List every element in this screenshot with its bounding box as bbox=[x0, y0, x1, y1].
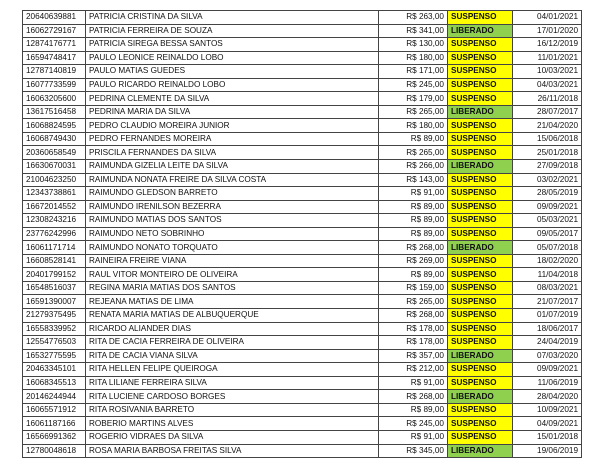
name-cell: ROBERIO MARTINS ALVES bbox=[86, 417, 379, 431]
table-row bbox=[23, 363, 582, 377]
name-cell: RAIMUNDA GIZELIA LEITE DA SILVA bbox=[86, 160, 379, 174]
value-cell: R$ 245,00 bbox=[379, 417, 448, 431]
table-row bbox=[23, 241, 582, 255]
date-cell: 04/03/2021 bbox=[513, 78, 582, 92]
status-cell: SUSPENSO bbox=[448, 146, 513, 160]
value-cell: R$ 268,00 bbox=[379, 390, 448, 404]
table-row bbox=[23, 38, 582, 52]
name-cell: RITA ROSIVANIA BARRETO bbox=[86, 403, 379, 417]
id-cell: 23776242996 bbox=[23, 227, 86, 241]
date-cell: 21/07/2017 bbox=[513, 295, 582, 309]
name-cell: RITA DE CACIA VIANA SILVA bbox=[86, 349, 379, 363]
status-cell: LIBERADO bbox=[448, 241, 513, 255]
value-cell: R$ 341,00 bbox=[379, 24, 448, 38]
status-cell: SUSPENSO bbox=[448, 254, 513, 268]
value-cell: R$ 265,00 bbox=[379, 295, 448, 309]
value-cell: R$ 130,00 bbox=[379, 38, 448, 52]
id-cell: 12787140819 bbox=[23, 65, 86, 79]
status-cell: SUSPENSO bbox=[448, 281, 513, 295]
table-row bbox=[23, 173, 582, 187]
date-cell: 09/09/2021 bbox=[513, 363, 582, 377]
name-cell: RITA DE CACIA FERREIRA DE OLIVEIRA bbox=[86, 336, 379, 350]
status-cell: SUSPENSO bbox=[448, 295, 513, 309]
id-cell: 12780048618 bbox=[23, 444, 86, 458]
table-row bbox=[23, 24, 582, 38]
name-cell: ROGERIO VIDRAES DA SILVA bbox=[86, 430, 379, 444]
value-cell: R$ 89,00 bbox=[379, 200, 448, 214]
table-row bbox=[23, 200, 582, 214]
id-cell: 16594748417 bbox=[23, 51, 86, 65]
id-cell: 16068824595 bbox=[23, 119, 86, 133]
status-cell: SUSPENSO bbox=[448, 11, 513, 25]
status-cell: SUSPENSO bbox=[448, 200, 513, 214]
status-cell: SUSPENSO bbox=[448, 336, 513, 350]
status-cell: SUSPENSO bbox=[448, 268, 513, 282]
status-cell: SUSPENSO bbox=[448, 214, 513, 228]
name-cell: RAINEIRA FREIRE VIANA bbox=[86, 254, 379, 268]
table-row bbox=[23, 160, 582, 174]
id-cell: 20360658549 bbox=[23, 146, 86, 160]
id-cell: 16077733599 bbox=[23, 78, 86, 92]
table-row bbox=[23, 119, 582, 133]
name-cell: PATRICIA FERREIRA DE SOUZA bbox=[86, 24, 379, 38]
id-cell: 16548516037 bbox=[23, 281, 86, 295]
date-cell: 11/01/2021 bbox=[513, 51, 582, 65]
value-cell: R$ 178,00 bbox=[379, 322, 448, 336]
value-cell: R$ 212,00 bbox=[379, 363, 448, 377]
date-cell: 28/07/2017 bbox=[513, 105, 582, 119]
status-cell: SUSPENSO bbox=[448, 376, 513, 390]
name-cell: PEDRINA CLEMENTE DA SILVA bbox=[86, 92, 379, 106]
table-row bbox=[23, 187, 582, 201]
date-cell: 04/09/2021 bbox=[513, 417, 582, 431]
table-row bbox=[23, 214, 582, 228]
name-cell: RAUL VITOR MONTEIRO DE OLIVEIRA bbox=[86, 268, 379, 282]
value-cell: R$ 265,00 bbox=[379, 146, 448, 160]
id-cell: 12554776503 bbox=[23, 336, 86, 350]
table-row bbox=[23, 11, 582, 25]
date-cell: 07/03/2020 bbox=[513, 349, 582, 363]
id-cell: 16062729167 bbox=[23, 24, 86, 38]
table-row bbox=[23, 309, 582, 323]
name-cell: PATRICIA SIREGA BESSA SANTOS bbox=[86, 38, 379, 52]
date-cell: 24/04/2019 bbox=[513, 336, 582, 350]
table-row bbox=[23, 146, 582, 160]
value-cell: R$ 89,00 bbox=[379, 268, 448, 282]
date-cell: 16/12/2019 bbox=[513, 38, 582, 52]
id-cell: 13617516458 bbox=[23, 105, 86, 119]
name-cell: PAULO LEONICE REINALDO LOBO bbox=[86, 51, 379, 65]
id-cell: 16591390007 bbox=[23, 295, 86, 309]
date-cell: 25/01/2018 bbox=[513, 146, 582, 160]
value-cell: R$ 91,00 bbox=[379, 430, 448, 444]
status-cell: SUSPENSO bbox=[448, 309, 513, 323]
date-cell: 18/02/2020 bbox=[513, 254, 582, 268]
value-cell: R$ 266,00 bbox=[379, 160, 448, 174]
name-cell: PEDRINA MARIA DA SILVA bbox=[86, 105, 379, 119]
table-row bbox=[23, 132, 582, 146]
value-cell: R$ 179,00 bbox=[379, 92, 448, 106]
status-cell: SUSPENSO bbox=[448, 51, 513, 65]
date-cell: 09/05/2017 bbox=[513, 227, 582, 241]
id-cell: 12874176771 bbox=[23, 38, 86, 52]
value-cell: R$ 265,00 bbox=[379, 105, 448, 119]
id-cell: 12343738861 bbox=[23, 187, 86, 201]
date-cell: 27/09/2018 bbox=[513, 160, 582, 174]
date-cell: 21/04/2020 bbox=[513, 119, 582, 133]
status-cell: SUSPENSO bbox=[448, 227, 513, 241]
value-cell: R$ 89,00 bbox=[379, 227, 448, 241]
table-row bbox=[23, 430, 582, 444]
date-cell: 08/03/2021 bbox=[513, 281, 582, 295]
table-row bbox=[23, 254, 582, 268]
date-cell: 19/06/2019 bbox=[513, 444, 582, 458]
table-row bbox=[23, 227, 582, 241]
id-cell: 16566991362 bbox=[23, 430, 86, 444]
table-row bbox=[23, 349, 582, 363]
date-cell: 11/04/2018 bbox=[513, 268, 582, 282]
date-cell: 28/04/2020 bbox=[513, 390, 582, 404]
date-cell: 05/07/2018 bbox=[513, 241, 582, 255]
status-cell: LIBERADO bbox=[448, 105, 513, 119]
table-row bbox=[23, 444, 582, 458]
table-row bbox=[23, 92, 582, 106]
table-row bbox=[23, 390, 582, 404]
value-cell: R$ 178,00 bbox=[379, 336, 448, 350]
name-cell: RAIMUNDO IRENILSON BEZERRA bbox=[86, 200, 379, 214]
date-cell: 11/06/2019 bbox=[513, 376, 582, 390]
date-cell: 15/06/2018 bbox=[513, 132, 582, 146]
id-cell: 12308243216 bbox=[23, 214, 86, 228]
date-cell: 17/01/2020 bbox=[513, 24, 582, 38]
id-cell: 21279375495 bbox=[23, 309, 86, 323]
name-cell: REGINA MARIA MATIAS DOS SANTOS bbox=[86, 281, 379, 295]
status-cell: SUSPENSO bbox=[448, 78, 513, 92]
id-cell: 16065571912 bbox=[23, 403, 86, 417]
id-cell: 16068749430 bbox=[23, 132, 86, 146]
table-row bbox=[23, 403, 582, 417]
value-cell: R$ 180,00 bbox=[379, 51, 448, 65]
name-cell: REJEANA MATIAS DE LIMA bbox=[86, 295, 379, 309]
date-cell: 10/09/2021 bbox=[513, 403, 582, 417]
name-cell: PEDRO FERNANDES MOREIRA bbox=[86, 132, 379, 146]
date-cell: 26/11/2018 bbox=[513, 92, 582, 106]
status-cell: SUSPENSO bbox=[448, 92, 513, 106]
id-cell: 16068345513 bbox=[23, 376, 86, 390]
name-cell: PATRICIA CRISTINA DA SILVA bbox=[86, 11, 379, 25]
value-cell: R$ 143,00 bbox=[379, 173, 448, 187]
name-cell: RICARDO ALIANDER DIAS bbox=[86, 322, 379, 336]
name-cell: RAIMUNDO MATIAS DOS SANTOS bbox=[86, 214, 379, 228]
date-cell: 10/03/2021 bbox=[513, 65, 582, 79]
table-row bbox=[23, 417, 582, 431]
id-cell: 16630670031 bbox=[23, 160, 86, 174]
value-cell: R$ 171,00 bbox=[379, 65, 448, 79]
records-table bbox=[22, 10, 582, 458]
value-cell: R$ 180,00 bbox=[379, 119, 448, 133]
date-cell: 04/01/2021 bbox=[513, 11, 582, 25]
value-cell: R$ 91,00 bbox=[379, 376, 448, 390]
id-cell: 21004623250 bbox=[23, 173, 86, 187]
id-cell: 16672014552 bbox=[23, 200, 86, 214]
value-cell: R$ 268,00 bbox=[379, 241, 448, 255]
table-row bbox=[23, 281, 582, 295]
date-cell: 18/06/2017 bbox=[513, 322, 582, 336]
table-row bbox=[23, 295, 582, 309]
status-cell: SUSPENSO bbox=[448, 132, 513, 146]
value-cell: R$ 89,00 bbox=[379, 403, 448, 417]
status-cell: LIBERADO bbox=[448, 349, 513, 363]
table-row bbox=[23, 322, 582, 336]
table-row bbox=[23, 268, 582, 282]
name-cell: RAIMUNDO NETO SOBRINHO bbox=[86, 227, 379, 241]
name-cell: RENATA MARIA MATIAS DE ALBUQUERQUE bbox=[86, 309, 379, 323]
value-cell: R$ 245,00 bbox=[379, 78, 448, 92]
status-cell: SUSPENSO bbox=[448, 403, 513, 417]
value-cell: R$ 345,00 bbox=[379, 444, 448, 458]
name-cell: PRISCILA FERNANDES DA SILVA bbox=[86, 146, 379, 160]
id-cell: 16063205600 bbox=[23, 92, 86, 106]
value-cell: R$ 89,00 bbox=[379, 132, 448, 146]
id-cell: 20463345101 bbox=[23, 363, 86, 377]
name-cell: PEDRO CLAUDIO MOREIRA JUNIOR bbox=[86, 119, 379, 133]
spreadsheet bbox=[22, 10, 582, 458]
id-cell: 16061187166 bbox=[23, 417, 86, 431]
status-cell: SUSPENSO bbox=[448, 322, 513, 336]
status-cell: SUSPENSO bbox=[448, 430, 513, 444]
date-cell: 05/03/2021 bbox=[513, 214, 582, 228]
date-cell: 01/07/2019 bbox=[513, 309, 582, 323]
status-cell: SUSPENSO bbox=[448, 187, 513, 201]
date-cell: 28/05/2019 bbox=[513, 187, 582, 201]
date-cell: 09/09/2021 bbox=[513, 200, 582, 214]
value-cell: R$ 263,00 bbox=[379, 11, 448, 25]
value-cell: R$ 357,00 bbox=[379, 349, 448, 363]
name-cell: ROSA MARIA BARBOSA FREITAS SILVA bbox=[86, 444, 379, 458]
table-row bbox=[23, 78, 582, 92]
name-cell: RITA LUCIENE CARDOSO BORGES bbox=[86, 390, 379, 404]
id-cell: 20640639881 bbox=[23, 11, 86, 25]
status-cell: SUSPENSO bbox=[448, 173, 513, 187]
table-row bbox=[23, 65, 582, 79]
value-cell: R$ 269,00 bbox=[379, 254, 448, 268]
id-cell: 16532775595 bbox=[23, 349, 86, 363]
name-cell: RAIMUNDO NONATO TORQUATO bbox=[86, 241, 379, 255]
value-cell: R$ 89,00 bbox=[379, 214, 448, 228]
name-cell: RAIMUNDO GLEDSON BARRETO bbox=[86, 187, 379, 201]
name-cell: PAULO RICARDO REINALDO LOBO bbox=[86, 78, 379, 92]
id-cell: 20401799152 bbox=[23, 268, 86, 282]
value-cell: R$ 91,00 bbox=[379, 187, 448, 201]
status-cell: SUSPENSO bbox=[448, 417, 513, 431]
name-cell: RAIMUNDA NONATA FREIRE DA SILVA COSTA bbox=[86, 173, 379, 187]
status-cell: SUSPENSO bbox=[448, 65, 513, 79]
status-cell: SUSPENSO bbox=[448, 363, 513, 377]
name-cell: RITA HELLEN FELIPE QUEIROGA bbox=[86, 363, 379, 377]
status-cell: SUSPENSO bbox=[448, 119, 513, 133]
name-cell: RITA LILIANE FERREIRA SILVA bbox=[86, 376, 379, 390]
date-cell: 15/01/2018 bbox=[513, 430, 582, 444]
status-cell: SUSPENSO bbox=[448, 38, 513, 52]
status-cell: LIBERADO bbox=[448, 444, 513, 458]
table-row bbox=[23, 336, 582, 350]
table-row bbox=[23, 51, 582, 65]
id-cell: 16608528141 bbox=[23, 254, 86, 268]
status-cell: LIBERADO bbox=[448, 390, 513, 404]
status-cell: LIBERADO bbox=[448, 160, 513, 174]
table-row bbox=[23, 105, 582, 119]
id-cell: 16061171714 bbox=[23, 241, 86, 255]
value-cell: R$ 268,00 bbox=[379, 309, 448, 323]
value-cell: R$ 159,00 bbox=[379, 281, 448, 295]
date-cell: 03/02/2021 bbox=[513, 173, 582, 187]
table-row bbox=[23, 376, 582, 390]
status-cell: LIBERADO bbox=[448, 24, 513, 38]
id-cell: 16558339952 bbox=[23, 322, 86, 336]
name-cell: PAULO MATIAS GUEDES bbox=[86, 65, 379, 79]
id-cell: 20146244944 bbox=[23, 390, 86, 404]
